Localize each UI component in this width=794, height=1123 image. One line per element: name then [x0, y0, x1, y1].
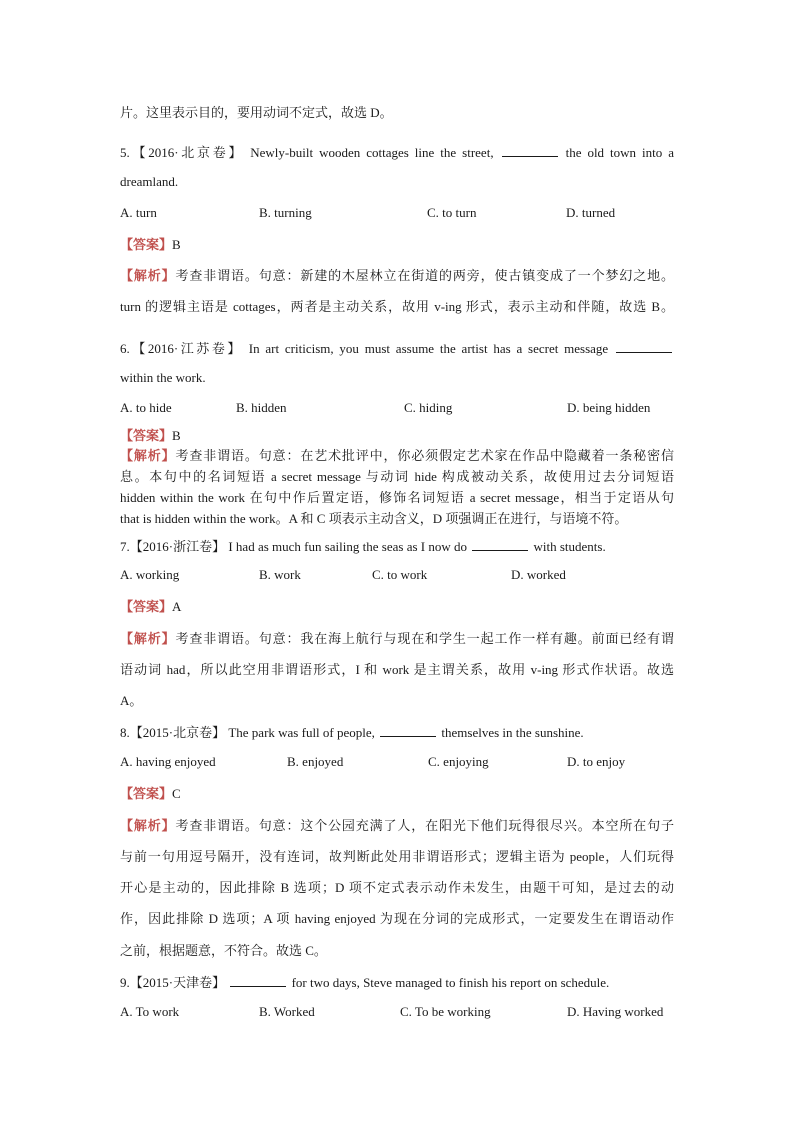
- answer-label: 【答案】: [120, 599, 173, 614]
- answer-label: 【答案】: [120, 786, 173, 801]
- stem-text: Newly-built wooden cottages line the street,: [250, 145, 494, 160]
- option-b: B. enjoyed: [287, 754, 344, 769]
- question-source: 【2015·天津卷】: [129, 975, 226, 990]
- analysis-line: 息。本句中的名词短语 a secret message 与动词 hide 构成被动关系，故使用过去分词短语: [120, 469, 674, 484]
- answer-blank: [616, 340, 672, 353]
- question-8-stem: [120, 724, 584, 741]
- answer-blank: [472, 538, 528, 551]
- question-source: 【2015·北京卷】: [129, 725, 226, 740]
- answer-line: [120, 599, 181, 615]
- analysis-line: 【解析】考查非谓语。句意：我在海上航行与现在和学生一起工作一样有趣。前面已经有谓: [120, 631, 674, 646]
- option-a: A. having enjoyed: [120, 754, 216, 769]
- answer-value: A: [172, 599, 182, 614]
- option-a: A. To work: [120, 1004, 180, 1019]
- stem-text: I had as much fun sailing the seas as I now do: [228, 539, 467, 554]
- question-number: 7.: [120, 539, 130, 554]
- answer-value: B: [172, 237, 181, 252]
- option-b: B. turning: [259, 205, 312, 220]
- option-b: B. hidden: [236, 400, 287, 415]
- analysis-label: 【解析】: [120, 631, 176, 646]
- analysis-line: turn 的逻辑主语是 cottages，两者是主动关系，故用 v-ing 形式，表示主动和伴随，故选 B。: [120, 299, 674, 314]
- analysis-line: A。: [120, 693, 143, 708]
- option-a: A. turn: [120, 205, 157, 220]
- option-d: D. turned: [566, 205, 616, 220]
- option-b: B. Worked: [259, 1004, 315, 1019]
- option-b: B. work: [259, 567, 301, 582]
- question-9-stem: [120, 974, 609, 991]
- stem-text: the old town into a: [565, 145, 675, 160]
- answer-blank: [380, 724, 436, 737]
- option-d: D. being hidden: [567, 400, 651, 415]
- analysis-line: that is hidden within the work。A 和 C 项表示主动含义，D 项强调正在进行，与语境不符。: [120, 511, 628, 526]
- option-c: C. To be working: [400, 1004, 491, 1019]
- answer-line: [120, 237, 181, 253]
- stem-text: In art criticism, you must assume the artist has a secret message: [248, 341, 609, 356]
- question-source: 【2016·浙江卷】: [129, 539, 226, 554]
- answer-label: 【答案】: [120, 237, 173, 252]
- analysis-line: 之前，根据题意，不符合。故选 C。: [120, 943, 327, 958]
- analysis-label: 【解析】: [120, 818, 176, 833]
- stem-text: with students.: [533, 539, 606, 554]
- intro-tail: 片。这里表示目的，要用动词不定式，故选 D。: [120, 105, 393, 120]
- question-source: 【2016·江苏卷】: [129, 341, 243, 356]
- question-7-stem: [120, 538, 606, 555]
- option-c: C. to work: [372, 567, 428, 582]
- answer-blank: [502, 144, 558, 157]
- analysis-line: 作，因此排除 D 选项；A 项 having enjoyed 为现在分词的完成形式，一定要发生在谓语动作: [120, 911, 674, 926]
- answer-value: B: [172, 428, 181, 443]
- question-number: 9.: [120, 975, 130, 990]
- stem-text: The park was full of people,: [228, 725, 375, 740]
- answer-blank: [230, 974, 286, 987]
- answer-value: C: [172, 786, 181, 801]
- question-number: 5.: [120, 145, 130, 160]
- analysis-label: 【解析】: [120, 268, 176, 283]
- question-number: 8.: [120, 725, 130, 740]
- option-d: D. Having worked: [567, 1004, 664, 1019]
- question-6-stem: [120, 340, 674, 357]
- analysis-line: 【解析】考查非谓语。句意：在艺术批评中，你必须假定艺术家在作品中隐藏着一条秘密信: [120, 448, 674, 463]
- question-5-stem-cont: dreamland.: [120, 174, 179, 189]
- stem-text: for two days, Steve managed to finish his report on schedule.: [291, 975, 610, 990]
- analysis-line: 【解析】考查非谓语。句意：这个公园充满了人，在阳光下他们玩得很尽兴。本空所在句子: [120, 818, 674, 833]
- analysis-label: 【解析】: [120, 448, 176, 463]
- option-c: C. to turn: [427, 205, 477, 220]
- question-5-stem: [120, 144, 674, 161]
- analysis-line: hidden within the work 在句中作后置定语，修饰名词短语 a secret message，相当于定语从句: [120, 490, 674, 505]
- option-a: A. working: [120, 567, 180, 582]
- option-d: D. to enjoy: [567, 754, 626, 769]
- stem-text: themselves in the sunshine.: [441, 725, 584, 740]
- question-6-stem-cont: within the work.: [120, 370, 206, 385]
- question-number: 6.: [120, 341, 130, 356]
- question-source: 【2016·北京卷】: [129, 145, 245, 160]
- analysis-line: 【解析】考查非谓语。句意：新建的木屋林立在街道的两旁，使古镇变成了一个梦幻之地。: [120, 268, 674, 283]
- answer-line: [120, 428, 181, 444]
- answer-label: 【答案】: [120, 428, 173, 443]
- analysis-line: 语动词 had，所以此空用非谓语形式，I 和 work 是主谓关系，故用 v-ing 形式作状语。故选: [120, 662, 674, 677]
- analysis-line: 与前一句用逗号隔开，没有连词，故判断此处用非谓语形式；逻辑主语为 people，人们玩得: [120, 849, 674, 864]
- option-a: A. to hide: [120, 400, 172, 415]
- answer-line: [120, 786, 181, 802]
- analysis-line: 开心是主动的，因此排除 B 选项；D 项不定式表示动作未发生，由题干可知，是过去的动: [120, 880, 674, 895]
- option-d: D. worked: [511, 567, 566, 582]
- option-c: C. enjoying: [428, 754, 489, 769]
- option-c: C. hiding: [404, 400, 453, 415]
